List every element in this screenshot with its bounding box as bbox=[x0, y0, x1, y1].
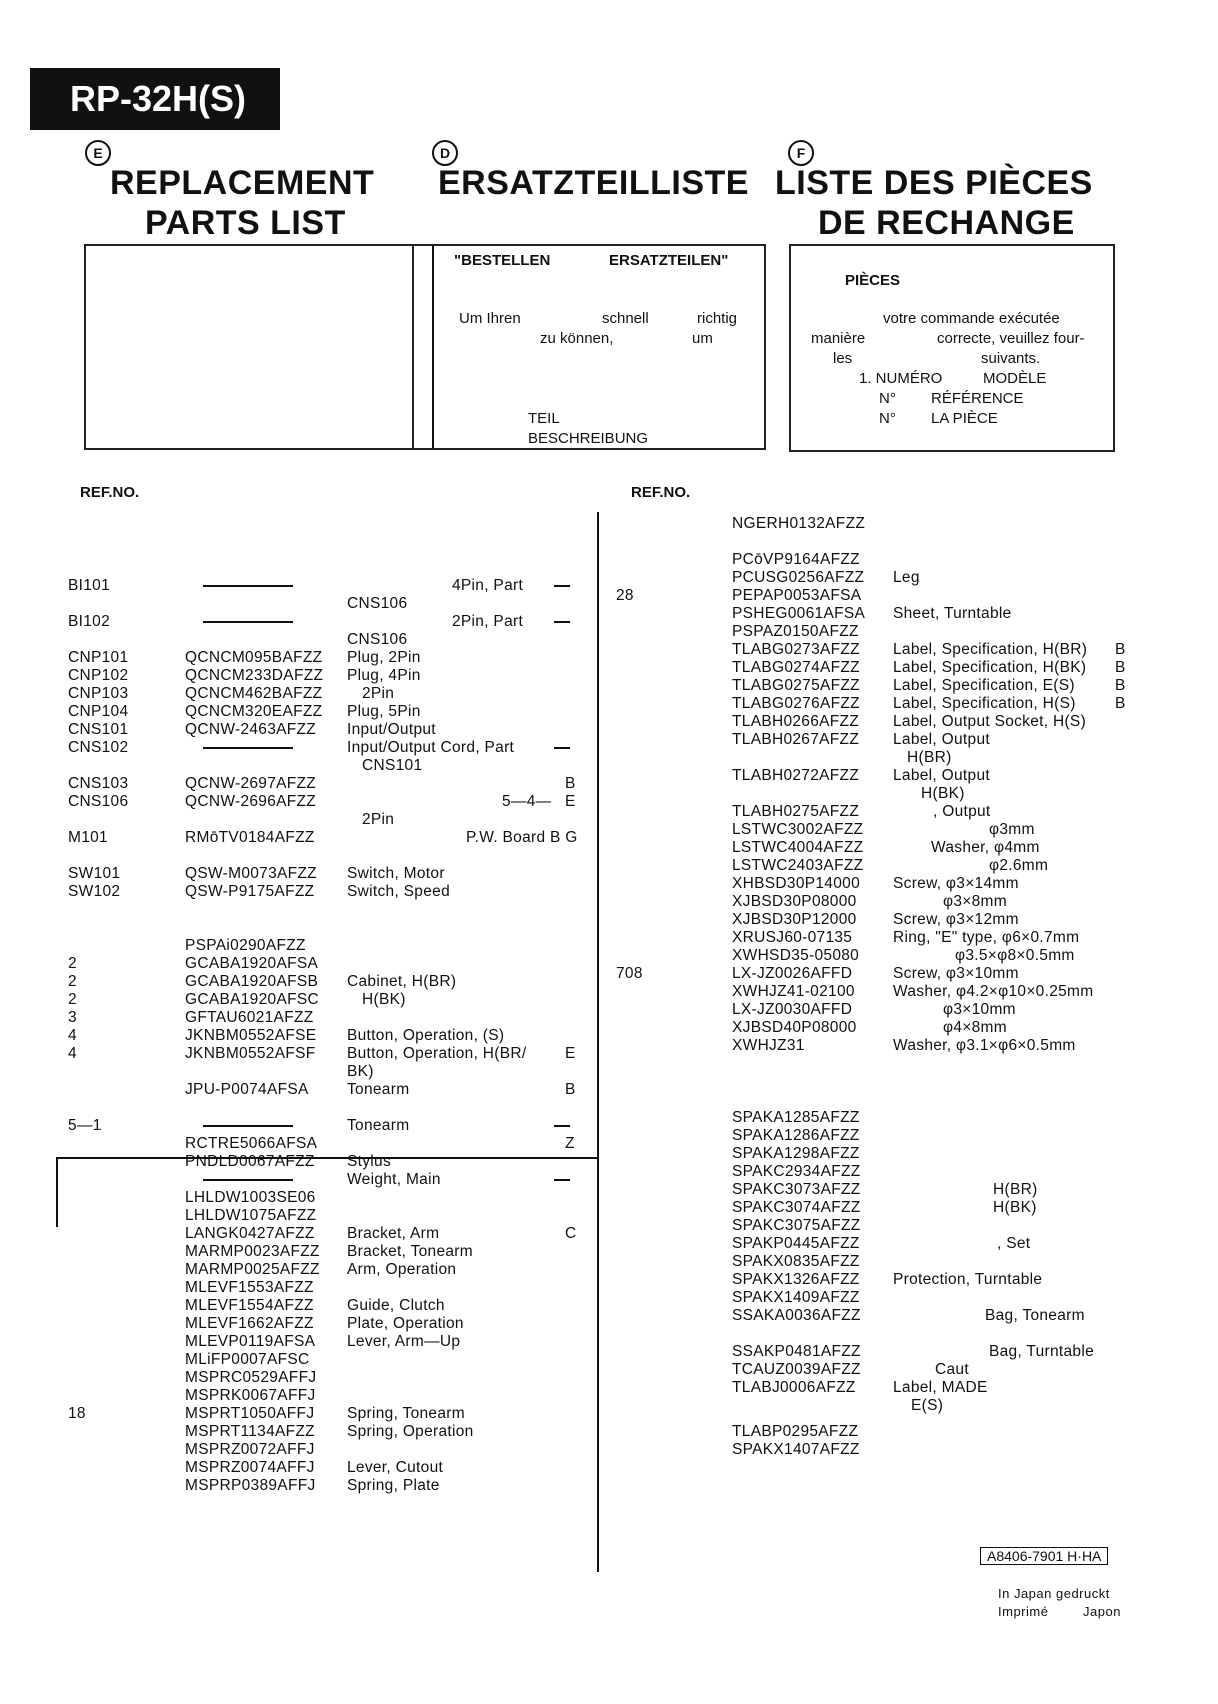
part-no: GCABA1920AFSA bbox=[185, 955, 319, 972]
ref-no: 5—1 bbox=[68, 1117, 102, 1134]
fr-text: les bbox=[833, 350, 853, 367]
ref-no: 2 bbox=[68, 991, 77, 1008]
part-no: XJBSD30P12000 bbox=[732, 911, 857, 928]
part-no: TLABP0295AFZZ bbox=[732, 1423, 859, 1440]
part-no: RMōTV0184AFZZ bbox=[185, 829, 315, 846]
part-no: LX-JZ0026AFFD bbox=[732, 965, 853, 982]
ref-no: CNP102 bbox=[68, 667, 129, 684]
part-no: SPAKX1326AFZZ bbox=[732, 1271, 860, 1288]
part-no: SPAKC3073AFZZ bbox=[732, 1181, 861, 1198]
description: Ring, "E" type, φ6×0.7mm bbox=[893, 929, 1080, 946]
description: Lever, Arm—Up bbox=[347, 1333, 461, 1350]
ref-no: 4 bbox=[68, 1027, 77, 1044]
ref-no: BI101 bbox=[68, 577, 111, 594]
description: Guide, Clutch bbox=[347, 1297, 445, 1314]
ref-no: CNP103 bbox=[68, 685, 129, 702]
description: 2Pin bbox=[362, 685, 395, 702]
description: Input/Output Cord, Part bbox=[347, 739, 515, 756]
description: Cabinet, H(BR) bbox=[347, 973, 457, 990]
price-rank: E bbox=[565, 793, 576, 810]
part-no: MSPRK0067AFFJ bbox=[185, 1387, 316, 1404]
description-extra: P.W. Board B G bbox=[466, 829, 578, 846]
part-no: QCNCM095BAFZZ bbox=[185, 649, 323, 666]
description: Switch, Motor bbox=[347, 865, 445, 882]
model-title: RP-32H(S) bbox=[30, 68, 280, 130]
part-no: MARMP0023AFZZ bbox=[185, 1243, 320, 1260]
description: E(S) bbox=[911, 1397, 944, 1414]
part-no: XWHJZ41-02100 bbox=[732, 983, 855, 1000]
de-text: Um Ihren bbox=[459, 310, 521, 327]
ref-no: BI102 bbox=[68, 613, 111, 630]
price-rank: B bbox=[565, 1081, 576, 1098]
german-badge: D bbox=[432, 140, 458, 166]
document-code: A8406-7901 H·HA bbox=[980, 1547, 1108, 1565]
part-no: MLEVP0119AFSA bbox=[185, 1333, 316, 1350]
ref-no: 28 bbox=[616, 587, 634, 604]
part-no: LSTWC3002AFZZ bbox=[732, 821, 864, 838]
title-de: ERSATZTEILLISTE bbox=[438, 164, 749, 202]
part-no: GCABA1920AFSB bbox=[185, 973, 319, 990]
part-no: GFTAU6021AFZZ bbox=[185, 1009, 314, 1026]
part-no: MSPRT1134AFZZ bbox=[185, 1423, 315, 1440]
no-price-dash bbox=[554, 613, 570, 631]
part-no: MSPRP0389AFFJ bbox=[185, 1477, 316, 1494]
part-no: TLABG0273AFZZ bbox=[732, 641, 860, 658]
description: Switch, Speed bbox=[347, 883, 450, 900]
description: Plate, Operation bbox=[347, 1315, 464, 1332]
part-no: TLABH0266AFZZ bbox=[732, 713, 860, 730]
part-no: MSPRZ0072AFFJ bbox=[185, 1441, 315, 1458]
part-no: XJBSD30P08000 bbox=[732, 893, 857, 910]
part-no: MARMP0025AFZZ bbox=[185, 1261, 320, 1278]
part-no: QCNCM233DAFZZ bbox=[185, 667, 324, 684]
part-no: SPAKA1286AFZZ bbox=[732, 1127, 860, 1144]
part-no: SPAKC2934AFZZ bbox=[732, 1163, 861, 1180]
part-no: SPAKA1298AFZZ bbox=[732, 1145, 860, 1162]
description: 2Pin bbox=[362, 811, 395, 828]
ref-no: 4 bbox=[68, 1045, 77, 1062]
fr-heading: PIÈCES bbox=[845, 272, 901, 289]
part-no: XRUSJ60-07135 bbox=[732, 929, 853, 946]
part-no: QCNW-2697AFZZ bbox=[185, 775, 317, 792]
description: Label, Specification, H(BK) bbox=[893, 659, 1087, 676]
part-no: LX-JZ0030AFFD bbox=[732, 1001, 853, 1018]
description: Label, MADE bbox=[893, 1379, 988, 1396]
description: H(BK) bbox=[362, 991, 406, 1008]
part-no: NGERH0132AFZZ bbox=[732, 515, 866, 532]
left-refno-header: REF.NO. bbox=[80, 484, 140, 501]
de-text: zu können, bbox=[540, 330, 614, 347]
price-rank: B bbox=[1115, 641, 1126, 658]
part-no: MLEVF1662AFZZ bbox=[185, 1315, 314, 1332]
fr-text: suivants. bbox=[981, 350, 1041, 367]
part-no: QCNW-2463AFZZ bbox=[185, 721, 317, 738]
price-rank: B bbox=[565, 775, 576, 792]
ref-no: 3 bbox=[68, 1009, 77, 1026]
description: Tonearm bbox=[347, 1117, 410, 1134]
fr-text: N° bbox=[879, 410, 896, 427]
part-no: PSPAZ0150AFZZ bbox=[732, 623, 859, 640]
de-text: schnell bbox=[602, 310, 649, 327]
part-no: TCAUZ0039AFZZ bbox=[732, 1361, 861, 1378]
part-no: TLABG0275AFZZ bbox=[732, 677, 860, 694]
ref-no: SW102 bbox=[68, 883, 121, 900]
print-note-fr-a: Imprimé bbox=[998, 1604, 1049, 1619]
part-no: SPAKC3074AFZZ bbox=[732, 1199, 861, 1216]
description: Weight, Main bbox=[347, 1171, 441, 1188]
description: Button, Operation, H(BR/ bbox=[347, 1045, 527, 1062]
description: Label, Specification, H(S) bbox=[893, 695, 1076, 712]
description: Label, Specification, H(BR) bbox=[893, 641, 1088, 658]
title-en-line1: REPLACEMENT bbox=[110, 164, 375, 202]
description: φ3×10mm bbox=[943, 1001, 1016, 1018]
part-no: XHBSD30P14000 bbox=[732, 875, 860, 892]
ref-no: CNP104 bbox=[68, 703, 129, 720]
ref-no: 2 bbox=[68, 973, 77, 990]
part-no: RCTRE5066AFSA bbox=[185, 1135, 318, 1152]
part-no-dash bbox=[203, 1171, 293, 1189]
description: Leg bbox=[893, 569, 920, 586]
price-rank: E bbox=[565, 1045, 576, 1062]
description: Washer, φ4mm bbox=[931, 839, 1040, 856]
right-refno-header: REF.NO. bbox=[631, 484, 691, 501]
part-no: JPU-P0074AFSA bbox=[185, 1081, 309, 1098]
print-note-de: In Japan gedruckt bbox=[998, 1586, 1110, 1601]
bracket-line bbox=[56, 1157, 58, 1227]
german-notice-box bbox=[412, 244, 766, 450]
part-no: PCUSG0256AFZZ bbox=[732, 569, 865, 586]
description: , Set bbox=[997, 1235, 1031, 1252]
part-no: LSTWC4004AFZZ bbox=[732, 839, 864, 856]
description-extra: 4Pin, Part bbox=[452, 577, 524, 594]
description: Tonearm bbox=[347, 1081, 410, 1098]
ref-no: CNP101 bbox=[68, 649, 129, 666]
description-extra: 2Pin, Part bbox=[452, 613, 524, 630]
description: Bracket, Arm bbox=[347, 1225, 440, 1242]
part-no: QCNW-2696AFZZ bbox=[185, 793, 317, 810]
part-no: MSPRZ0074AFFJ bbox=[185, 1459, 315, 1476]
description: Caut bbox=[935, 1361, 969, 1378]
description: Input/Output bbox=[347, 721, 436, 738]
part-no: LANGK0427AFZZ bbox=[185, 1225, 315, 1242]
title-fr-line2: DE RECHANGE bbox=[818, 204, 1075, 242]
description: φ3.5×φ8×0.5mm bbox=[955, 947, 1075, 964]
no-price-dash bbox=[554, 577, 570, 595]
french-notice-box bbox=[789, 244, 1115, 452]
part-no: SPAKX1407AFZZ bbox=[732, 1441, 860, 1458]
part-no: PSHEG0061AFSA bbox=[732, 605, 866, 622]
description: Screw, φ3×10mm bbox=[893, 965, 1019, 982]
part-no-dash bbox=[203, 1117, 293, 1135]
no-price-dash bbox=[554, 739, 570, 757]
part-no: LHLDW1075AFZZ bbox=[185, 1207, 317, 1224]
fr-text: N° bbox=[879, 390, 896, 407]
description: H(BK) bbox=[993, 1199, 1037, 1216]
description: H(BR) bbox=[907, 749, 952, 766]
description: Washer, φ4.2×φ10×0.25mm bbox=[893, 983, 1094, 1000]
description: Plug, 4Pin bbox=[347, 667, 421, 684]
part-no: TLABH0267AFZZ bbox=[732, 731, 860, 748]
description: H(BR) bbox=[993, 1181, 1038, 1198]
part-no: SPAKC3075AFZZ bbox=[732, 1217, 861, 1234]
print-note-fr-b: Japon bbox=[1083, 1604, 1121, 1619]
part-no: TLABJ0006AFZZ bbox=[732, 1379, 856, 1396]
fr-text: LA PIÈCE bbox=[931, 410, 998, 427]
description: H(BK) bbox=[921, 785, 965, 802]
no-price-dash bbox=[554, 1171, 570, 1189]
ref-no: CNS106 bbox=[68, 793, 129, 810]
description: Stylus bbox=[347, 1153, 392, 1170]
part-no: QCNCM320EAFZZ bbox=[185, 703, 323, 720]
part-no: SPAKX0835AFZZ bbox=[732, 1253, 860, 1270]
fr-text: manière bbox=[811, 330, 866, 347]
description: Label, Output bbox=[893, 731, 990, 748]
fr-text: MODÈLE bbox=[983, 370, 1047, 387]
price-rank: B bbox=[1115, 659, 1126, 676]
de-heading-a: "BESTELLEN bbox=[454, 252, 551, 269]
part-no: MLiFP0007AFSC bbox=[185, 1351, 310, 1368]
column-divider bbox=[597, 512, 599, 1572]
description: Bag, Tonearm bbox=[985, 1307, 1085, 1324]
description: Spring, Tonearm bbox=[347, 1405, 465, 1422]
part-no: SPAKA1285AFZZ bbox=[732, 1109, 860, 1126]
part-no: PEPAP0053AFSA bbox=[732, 587, 862, 604]
english-notice-box bbox=[84, 244, 414, 450]
part-no: QSW-P9175AFZZ bbox=[185, 883, 315, 900]
description-extra: 5—4— bbox=[502, 793, 552, 810]
part-no: XJBSD40P08000 bbox=[732, 1019, 857, 1036]
french-badge: F bbox=[788, 140, 814, 166]
section-rule bbox=[56, 1157, 597, 1159]
description: Lever, Cutout bbox=[347, 1459, 444, 1476]
part-no: QCNCM462BAFZZ bbox=[185, 685, 323, 702]
part-no: JKNBM0552AFSF bbox=[185, 1045, 316, 1062]
description: Plug, 5Pin bbox=[347, 703, 421, 720]
part-no: JKNBM0552AFSE bbox=[185, 1027, 317, 1044]
description: φ2.6mm bbox=[989, 857, 1049, 874]
part-no: SSAKA0036AFZZ bbox=[732, 1307, 861, 1324]
description: Screw, φ3×14mm bbox=[893, 875, 1019, 892]
part-no: MSPRC0529AFFJ bbox=[185, 1369, 317, 1386]
part-no: XWHSD35-05080 bbox=[732, 947, 860, 964]
price-rank: B bbox=[1115, 695, 1126, 712]
part-no: TLABH0272AFZZ bbox=[732, 767, 860, 784]
part-no: SPAKX1409AFZZ bbox=[732, 1289, 860, 1306]
part-no: LSTWC2403AFZZ bbox=[732, 857, 864, 874]
part-no-dash bbox=[203, 577, 293, 595]
ref-no: 708 bbox=[616, 965, 643, 982]
description: Bracket, Tonearm bbox=[347, 1243, 473, 1260]
description: Label, Output Socket, H(S) bbox=[893, 713, 1087, 730]
description: CNS101 bbox=[362, 757, 423, 774]
description: Button, Operation, (S) bbox=[347, 1027, 505, 1044]
part-no: MLEVF1553AFZZ bbox=[185, 1279, 314, 1296]
title-en-line2: PARTS LIST bbox=[145, 204, 346, 242]
part-no: SSAKP0481AFZZ bbox=[732, 1343, 861, 1360]
part-no: TLABG0276AFZZ bbox=[732, 695, 860, 712]
price-rank: Z bbox=[565, 1135, 575, 1152]
de-heading-b: ERSATZTEILEN" bbox=[609, 252, 729, 269]
description: φ3×8mm bbox=[943, 893, 1007, 910]
part-no: SPAKP0445AFZZ bbox=[732, 1235, 860, 1252]
ref-no: M101 bbox=[68, 829, 108, 846]
fr-text: RÉFÉRENCE bbox=[931, 390, 1024, 407]
ref-no: CNS103 bbox=[68, 775, 129, 792]
de-text: BESCHREIBUNG bbox=[528, 430, 649, 447]
de-text: TEIL bbox=[528, 410, 560, 427]
ref-no: 18 bbox=[68, 1405, 86, 1422]
part-no: GCABA1920AFSC bbox=[185, 991, 319, 1008]
no-price-dash bbox=[554, 1117, 570, 1135]
description: Washer, φ3.1×φ6×0.5mm bbox=[893, 1037, 1076, 1054]
price-rank: C bbox=[565, 1225, 577, 1242]
description: CNS106 bbox=[347, 595, 408, 612]
ref-no: CNS101 bbox=[68, 721, 129, 738]
part-no: TLABG0274AFZZ bbox=[732, 659, 860, 676]
de-text: richtig bbox=[697, 310, 738, 327]
ref-no: SW101 bbox=[68, 865, 121, 882]
box-divider bbox=[432, 246, 434, 448]
price-rank: B bbox=[1115, 677, 1126, 694]
english-badge: E bbox=[85, 140, 111, 166]
description: Protection, Turntable bbox=[893, 1271, 1043, 1288]
description: BK) bbox=[347, 1063, 374, 1080]
part-no: XWHJZ31 bbox=[732, 1037, 805, 1054]
description: Spring, Operation bbox=[347, 1423, 474, 1440]
title-fr-line1: LISTE DES PIÈCES bbox=[775, 164, 1093, 202]
de-text: um bbox=[692, 330, 713, 347]
description: Screw, φ3×12mm bbox=[893, 911, 1019, 928]
fr-text: 1. NUMÉRO bbox=[859, 370, 943, 387]
ref-no: 2 bbox=[68, 955, 77, 972]
part-no-dash bbox=[203, 739, 293, 757]
part-no: LHLDW1003SE06 bbox=[185, 1189, 316, 1206]
fr-text: correcte, veuillez four- bbox=[937, 330, 1085, 347]
part-no: MLEVF1554AFZZ bbox=[185, 1297, 314, 1314]
fr-text: votre commande exécutée bbox=[883, 310, 1060, 327]
part-no: TLABH0275AFZZ bbox=[732, 803, 860, 820]
description: Sheet, Turntable bbox=[893, 605, 1012, 622]
description: CNS106 bbox=[347, 631, 408, 648]
description: Plug, 2Pin bbox=[347, 649, 421, 666]
description: Spring, Plate bbox=[347, 1477, 440, 1494]
description: Arm, Operation bbox=[347, 1261, 457, 1278]
part-no: PNDLD0067AFZZ bbox=[185, 1153, 315, 1170]
description: φ4×8mm bbox=[943, 1019, 1007, 1036]
part-no: MSPRT1050AFFJ bbox=[185, 1405, 315, 1422]
part-no: QSW-M0073AFZZ bbox=[185, 865, 317, 882]
description: , Output bbox=[933, 803, 991, 820]
ref-no: CNS102 bbox=[68, 739, 129, 756]
description: Bag, Turntable bbox=[989, 1343, 1095, 1360]
description: Label, Specification, E(S) bbox=[893, 677, 1075, 694]
description: Label, Output bbox=[893, 767, 990, 784]
description: φ3mm bbox=[989, 821, 1035, 838]
part-no: PCōVP9164AFZZ bbox=[732, 551, 860, 568]
part-no: PSPAi0290AFZZ bbox=[185, 937, 306, 954]
part-no-dash bbox=[203, 613, 293, 631]
